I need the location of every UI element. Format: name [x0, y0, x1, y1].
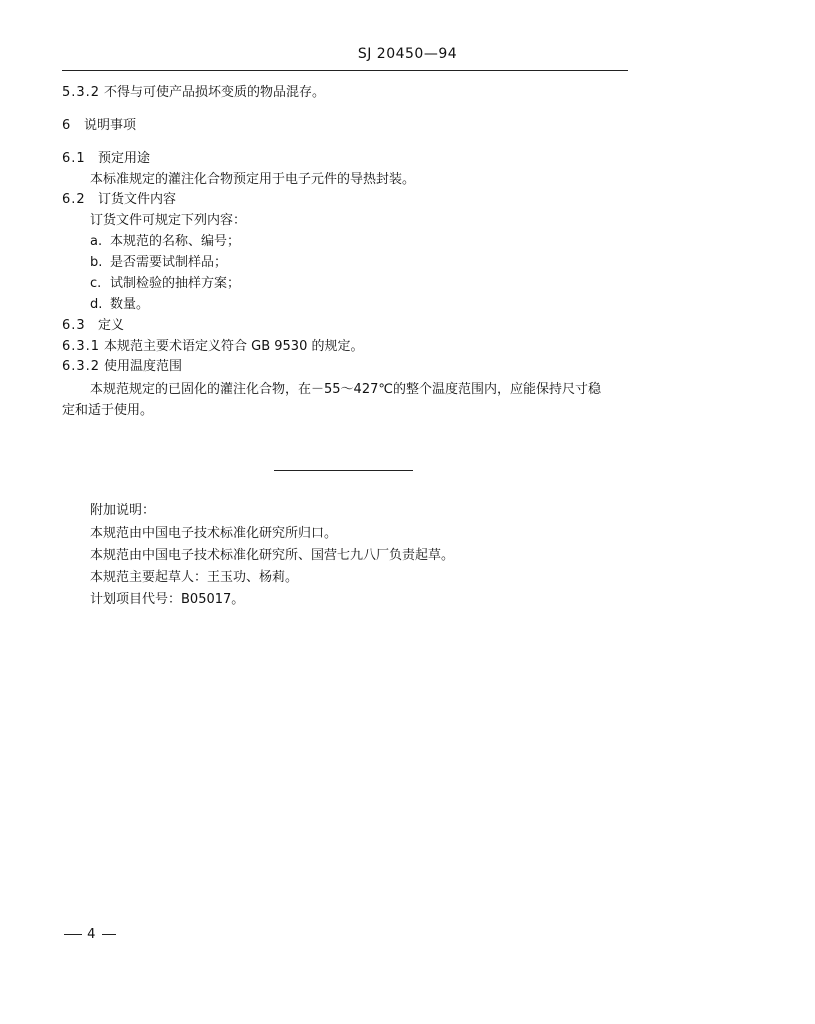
appendix-line: 本规范主要起草人：王玉功、杨莉。	[90, 570, 299, 585]
clause-6-3-1	[62, 339, 363, 355]
clause-number: 6.3.2	[62, 359, 101, 374]
clause-number: 6.3	[62, 318, 86, 333]
section-title: 说明事项	[84, 118, 137, 133]
page-number	[64, 927, 116, 942]
clause-6-3-heading	[62, 318, 124, 334]
list-item-letter: b.	[90, 255, 103, 270]
clause-6-2-heading	[62, 192, 176, 208]
list-item-letter: c.	[90, 276, 102, 291]
clause-6-3-2-body-line2: 定和适于使用。	[62, 403, 154, 418]
clause-number: 6.3.1	[62, 339, 101, 354]
clause-title: 订货文件内容	[98, 192, 177, 207]
page-number-value: 4	[87, 927, 97, 942]
appendix-line: 计划项目代号：B05017。	[90, 592, 245, 607]
section-6-heading	[62, 118, 136, 134]
appendix-title: 附加说明：	[90, 503, 156, 518]
header-rule	[62, 70, 628, 71]
clause-number: 5.3.2	[62, 85, 101, 100]
clause-number: 6.2	[62, 192, 86, 207]
clause-6-1-heading	[62, 151, 150, 167]
section-number: 6	[62, 118, 72, 133]
clause-6-2-intro: 订货文件可规定下列内容：	[90, 213, 247, 228]
list-item-c	[90, 276, 240, 292]
list-item-b	[90, 255, 227, 271]
list-item-a	[90, 234, 240, 250]
clause-6-3-2-body-line1: 本规范规定的已固化的灌注化合物，在－55～427℃的整个温度范围内，应能保持尺寸稳	[90, 382, 601, 397]
clause-title: 使用温度范围	[104, 359, 183, 374]
list-item-text: 本规范的名称、编号；	[110, 234, 241, 249]
list-item-text: 试制检验的抽样方案；	[110, 276, 241, 291]
clause-text: 本规范主要术语定义符合 GB 9530 的规定。	[104, 339, 364, 354]
page-number-dash-right	[102, 934, 116, 935]
clause-6-1-body: 本标准规定的灌注化合物预定用于电子元件的导热封装。	[90, 172, 416, 187]
list-item-text: 是否需要试制样品；	[110, 255, 228, 270]
clause-5-3-2	[62, 85, 325, 101]
list-item-letter: d.	[90, 297, 103, 312]
document-code: SJ 20450—94	[357, 46, 458, 62]
list-item-d	[90, 297, 149, 313]
page-number-dash-left	[64, 934, 82, 935]
clause-6-3-2-heading	[62, 359, 182, 375]
clause-number: 6.1	[62, 151, 86, 166]
list-item-text: 数量。	[110, 297, 150, 312]
list-item-letter: a.	[90, 234, 103, 249]
appendix-line: 本规范由中国电子技术标准化研究所归口。	[90, 526, 338, 541]
clause-title: 定义	[98, 318, 125, 333]
appendix-line: 本规范由中国电子技术标准化研究所、国营七九八厂负责起草。	[90, 548, 455, 563]
clause-text: 不得与可使产品损坏变质的物品混存。	[104, 85, 326, 100]
section-divider	[274, 470, 413, 471]
clause-title: 预定用途	[98, 151, 151, 166]
